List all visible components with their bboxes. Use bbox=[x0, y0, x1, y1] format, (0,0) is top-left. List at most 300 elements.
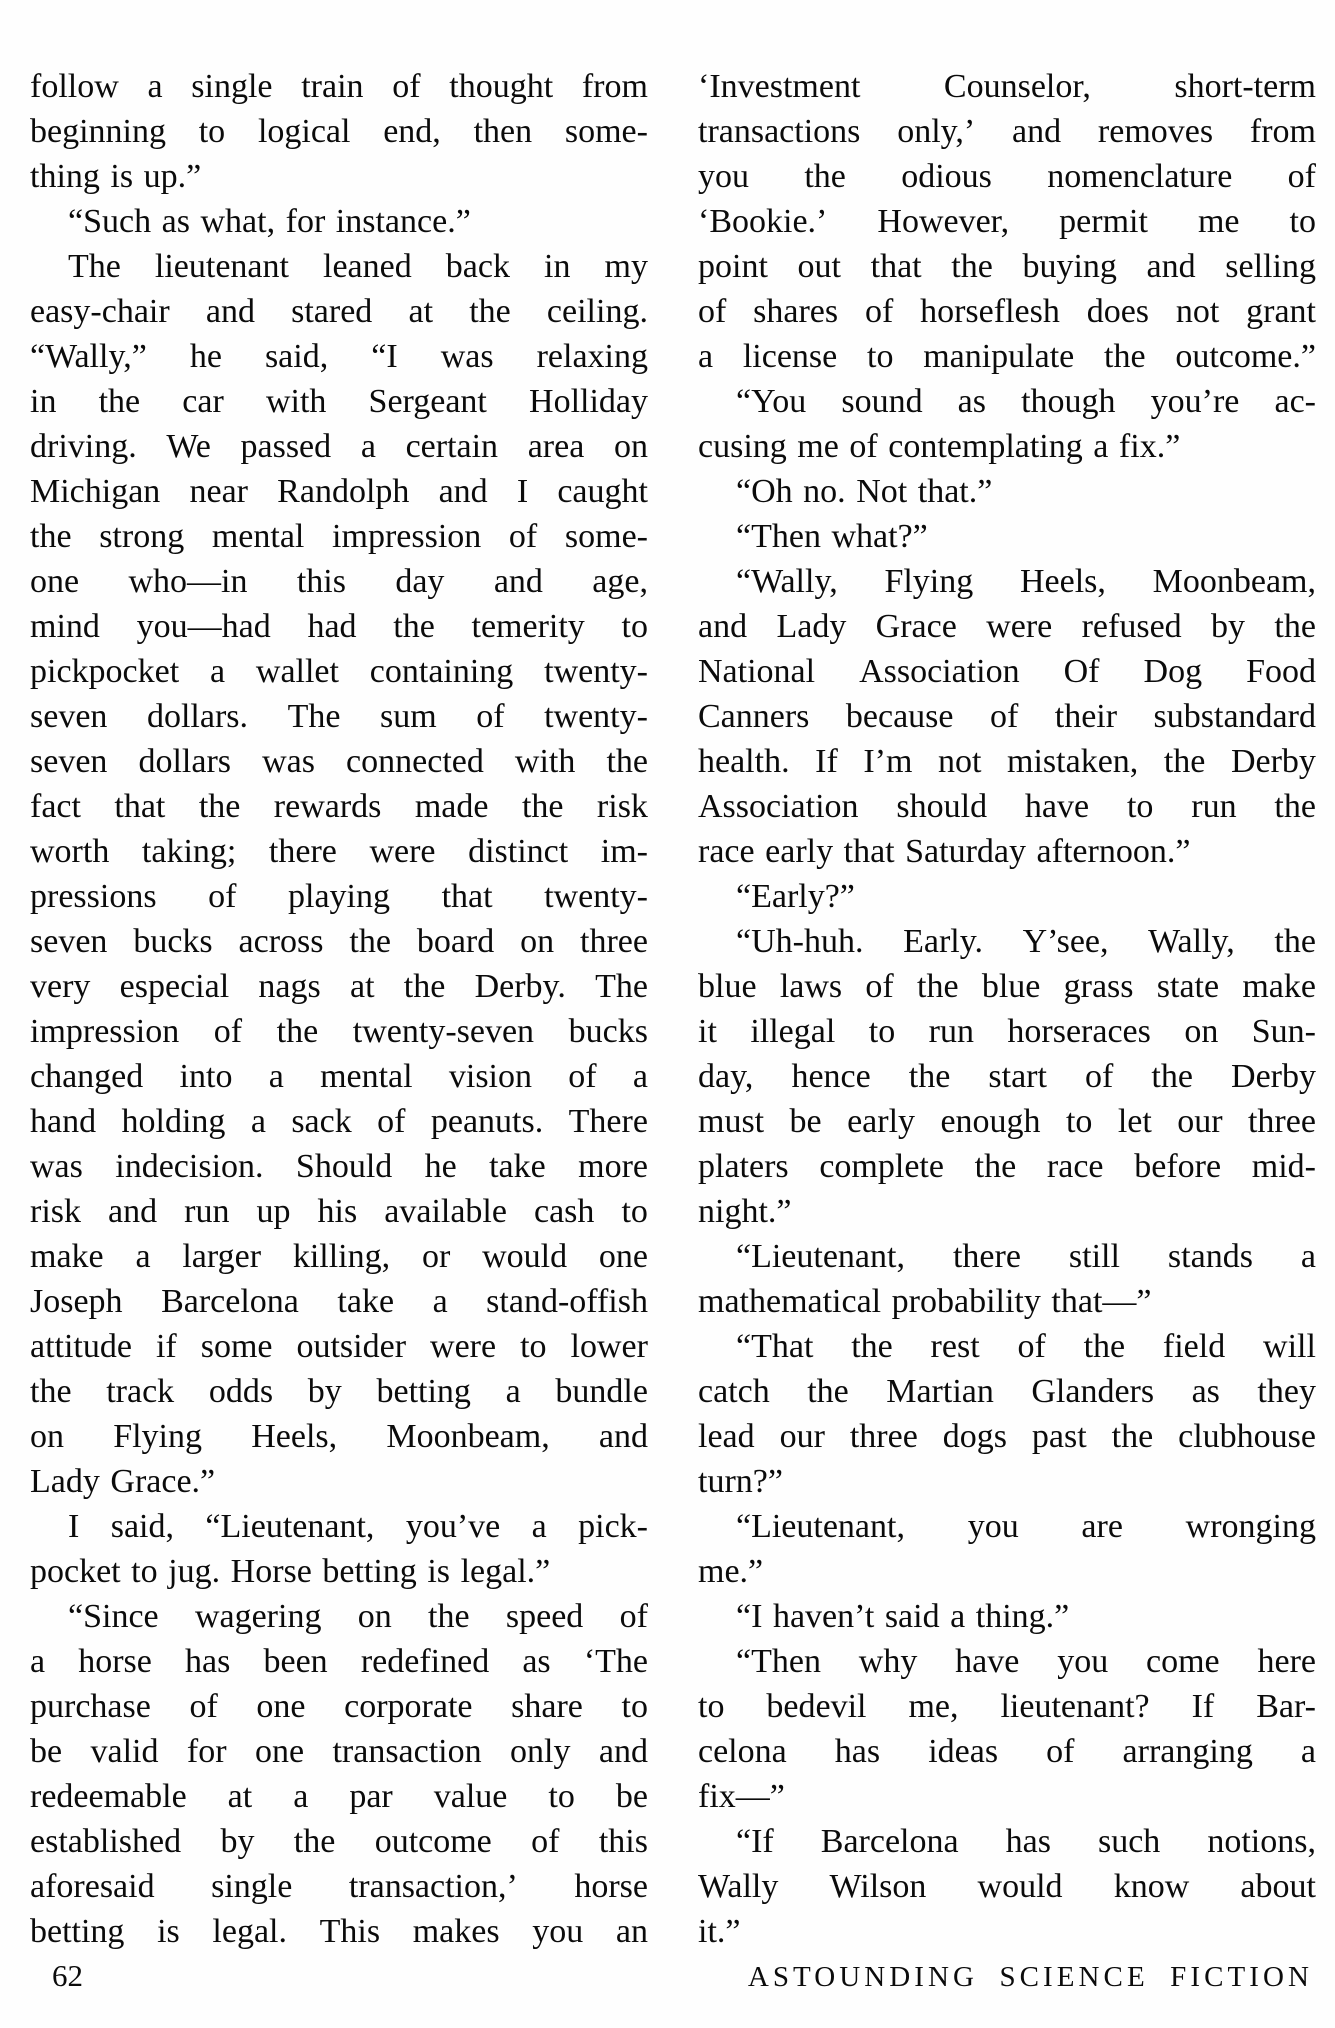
word: illegal bbox=[750, 1013, 836, 1050]
word: near bbox=[189, 473, 248, 510]
word: Food bbox=[1246, 653, 1316, 690]
word: dollars bbox=[138, 743, 232, 780]
word: If bbox=[1191, 1688, 1215, 1725]
word: of bbox=[865, 968, 894, 1005]
word: a bbox=[432, 1283, 448, 1320]
text-line bbox=[30, 1594, 648, 1639]
word: changed bbox=[30, 1058, 144, 1095]
word: that bbox=[441, 878, 493, 915]
word: early bbox=[847, 1103, 916, 1140]
word: was bbox=[440, 338, 494, 375]
text-line bbox=[698, 1369, 1316, 1414]
word: Y’see, bbox=[1022, 923, 1109, 960]
word: to bbox=[621, 608, 648, 645]
word: some- bbox=[564, 113, 648, 150]
word: of bbox=[619, 1598, 648, 1635]
word: short-term bbox=[1174, 68, 1316, 105]
word: par bbox=[349, 1778, 393, 1815]
word: twenty- bbox=[544, 698, 648, 735]
text-line bbox=[30, 289, 648, 334]
word: the bbox=[807, 1373, 849, 1410]
word: across bbox=[238, 923, 324, 960]
word: race bbox=[1046, 1148, 1104, 1185]
word: you’ve bbox=[405, 1508, 501, 1545]
word: “If bbox=[736, 1823, 774, 1860]
text-line bbox=[30, 379, 648, 424]
text-line: “Then what?” bbox=[736, 518, 928, 555]
word: single bbox=[211, 1868, 293, 1905]
word: on bbox=[30, 1418, 64, 1455]
word: Wally bbox=[698, 1868, 779, 1905]
text-line bbox=[30, 1414, 648, 1459]
word: a bbox=[30, 1643, 46, 1680]
word: if bbox=[155, 1328, 177, 1365]
word: very bbox=[30, 968, 91, 1005]
word: Moonbeam, bbox=[386, 1418, 550, 1455]
word: buying bbox=[1022, 248, 1117, 285]
word: our bbox=[779, 1418, 825, 1455]
word: mental bbox=[320, 1058, 413, 1095]
word: “Wally,” bbox=[30, 338, 147, 375]
word: in bbox=[30, 383, 57, 420]
word: redefined bbox=[360, 1643, 490, 1680]
word: leaned bbox=[323, 248, 412, 285]
word: lieutenant bbox=[154, 248, 289, 285]
word: had bbox=[307, 608, 357, 645]
word: Barcelona bbox=[820, 1823, 959, 1860]
text-line bbox=[30, 964, 648, 1009]
word: has bbox=[834, 1733, 881, 1770]
word: laws bbox=[779, 968, 843, 1005]
word: to bbox=[1126, 788, 1154, 825]
word: has bbox=[185, 1643, 231, 1680]
text-columns bbox=[30, 64, 1316, 1954]
word: make bbox=[1242, 968, 1316, 1005]
word: as bbox=[957, 383, 986, 420]
word: on bbox=[1184, 1013, 1219, 1050]
word: Michigan bbox=[30, 473, 161, 510]
word: or bbox=[421, 1238, 451, 1275]
word: of bbox=[1085, 1058, 1114, 1095]
word: Holliday bbox=[529, 383, 648, 420]
word: established bbox=[30, 1823, 182, 1860]
word: share bbox=[511, 1688, 583, 1725]
word: “Since bbox=[68, 1598, 159, 1635]
word: ‘Bookie.’ bbox=[698, 203, 828, 240]
text-line bbox=[698, 784, 1316, 829]
word: corporate bbox=[344, 1688, 473, 1725]
text-line bbox=[30, 874, 648, 919]
word: of bbox=[698, 293, 727, 330]
word: refused bbox=[1081, 608, 1182, 645]
text-line bbox=[698, 1144, 1316, 1189]
word: lower bbox=[570, 1328, 648, 1365]
word: seven bbox=[30, 743, 108, 780]
word: were bbox=[986, 608, 1053, 645]
word: is bbox=[157, 1913, 180, 1950]
left-column bbox=[30, 64, 648, 1954]
word: this bbox=[296, 563, 346, 600]
word: the bbox=[428, 1598, 470, 1635]
word: blue bbox=[698, 968, 757, 1005]
word: the bbox=[198, 788, 241, 825]
word: at bbox=[350, 968, 375, 1005]
word: that bbox=[870, 248, 922, 285]
word: larger bbox=[182, 1238, 262, 1275]
word: driving. bbox=[30, 428, 137, 465]
word: Derby bbox=[1231, 1058, 1316, 1095]
word: “Wally, bbox=[736, 563, 838, 600]
word: the bbox=[1104, 338, 1146, 375]
word: transaction bbox=[332, 1733, 482, 1770]
text-line bbox=[698, 604, 1316, 649]
text-line bbox=[30, 604, 648, 649]
word: the bbox=[917, 968, 959, 1005]
word: start bbox=[988, 1058, 1047, 1095]
word: not bbox=[1175, 293, 1220, 330]
text-line bbox=[698, 1639, 1316, 1684]
word: the bbox=[1274, 608, 1316, 645]
word: to bbox=[868, 1013, 896, 1050]
word: state bbox=[1156, 968, 1220, 1005]
text-line: pocket to jug. Horse betting is legal.” bbox=[30, 1553, 551, 1590]
word: the bbox=[974, 1148, 1017, 1185]
word: of bbox=[476, 698, 505, 735]
word: run bbox=[928, 1013, 974, 1050]
text-line bbox=[30, 694, 648, 739]
word: mental bbox=[211, 518, 305, 555]
word: by bbox=[1211, 608, 1246, 645]
word: outsider bbox=[296, 1328, 407, 1365]
word: at bbox=[227, 1778, 253, 1815]
word: has bbox=[1005, 1823, 1051, 1860]
text-line bbox=[30, 1774, 648, 1819]
word: removes bbox=[1097, 113, 1214, 150]
text-line: me.” bbox=[698, 1553, 764, 1590]
word: a bbox=[135, 1238, 151, 1275]
word: have bbox=[955, 1643, 1020, 1680]
word: This bbox=[319, 1913, 381, 1950]
page-footer bbox=[30, 1958, 1313, 2003]
word: grant bbox=[1246, 293, 1316, 330]
word: because bbox=[845, 698, 954, 735]
text-line bbox=[698, 1414, 1316, 1459]
word: and bbox=[598, 1733, 648, 1770]
word: Should bbox=[295, 1148, 393, 1185]
text-line: mathematical probability that—” bbox=[698, 1283, 1152, 1320]
word: cash bbox=[534, 1193, 595, 1230]
word: who—in bbox=[128, 563, 248, 600]
word: passed bbox=[240, 428, 332, 465]
text-line bbox=[698, 64, 1316, 109]
word: Martian bbox=[886, 1373, 994, 1410]
word: area bbox=[527, 428, 585, 465]
text-line bbox=[698, 694, 1316, 739]
word: stands bbox=[1167, 1238, 1253, 1275]
word: of bbox=[1046, 1733, 1075, 1770]
word: wallet bbox=[255, 653, 339, 690]
word: a bbox=[1300, 1238, 1316, 1275]
text-line bbox=[698, 109, 1316, 154]
text-line: turn?” bbox=[698, 1463, 783, 1500]
word: they bbox=[1257, 1373, 1316, 1410]
word: impression bbox=[332, 518, 482, 555]
word: up bbox=[256, 1193, 291, 1230]
word: the bbox=[908, 1058, 951, 1095]
word: one bbox=[256, 1688, 306, 1725]
word: age, bbox=[592, 563, 648, 600]
word: a bbox=[360, 428, 376, 465]
word: of bbox=[568, 1058, 597, 1095]
word: Of bbox=[1063, 653, 1100, 690]
word: said, bbox=[264, 338, 329, 375]
word: in bbox=[544, 248, 571, 285]
word: of bbox=[392, 68, 421, 105]
word: Early. bbox=[903, 923, 983, 960]
word: of bbox=[1017, 1328, 1046, 1365]
word: my bbox=[604, 248, 648, 285]
word: take bbox=[337, 1283, 395, 1320]
word: “Uh-huh. bbox=[736, 923, 864, 960]
word: the bbox=[1163, 743, 1206, 780]
word: more bbox=[578, 1148, 648, 1185]
word: only,’ bbox=[897, 113, 976, 150]
word: were bbox=[430, 1328, 497, 1365]
text-line bbox=[30, 1099, 648, 1144]
word: why bbox=[858, 1643, 918, 1680]
word: three bbox=[1247, 1103, 1316, 1140]
word: to bbox=[621, 1688, 648, 1725]
word: run bbox=[184, 1193, 230, 1230]
text-line bbox=[698, 289, 1316, 334]
word: his bbox=[317, 1193, 358, 1230]
word: into bbox=[179, 1058, 233, 1095]
word: Derby bbox=[1230, 743, 1316, 780]
word: However, bbox=[877, 203, 1010, 240]
word: bundle bbox=[555, 1373, 648, 1410]
word: Flying bbox=[884, 563, 974, 600]
word: and bbox=[1012, 113, 1062, 150]
word: pressions bbox=[30, 878, 157, 915]
word: the bbox=[393, 608, 435, 645]
word: this bbox=[598, 1823, 648, 1860]
word: selling bbox=[1225, 248, 1316, 285]
word: pickpocket bbox=[30, 653, 180, 690]
word: twenty- bbox=[544, 653, 648, 690]
word: logical bbox=[257, 113, 351, 150]
text-line bbox=[30, 739, 648, 784]
text-line: race early that Saturday afternoon.” bbox=[698, 833, 1191, 870]
word: of bbox=[531, 1823, 560, 1860]
text-line bbox=[698, 1054, 1316, 1099]
word: one bbox=[598, 1238, 648, 1275]
text-line bbox=[30, 919, 648, 964]
word: the bbox=[1083, 1328, 1126, 1365]
word: Counselor, bbox=[943, 68, 1091, 105]
word: sack bbox=[291, 1103, 352, 1140]
text-line bbox=[30, 1819, 648, 1864]
word: some- bbox=[564, 518, 648, 555]
word: train bbox=[301, 68, 364, 105]
text-line bbox=[30, 424, 648, 469]
word: Grace bbox=[875, 608, 957, 645]
word: speed bbox=[505, 1598, 584, 1635]
word: out bbox=[797, 248, 841, 285]
word: from bbox=[1249, 113, 1316, 150]
word: of bbox=[377, 1103, 406, 1140]
word: not bbox=[938, 743, 982, 780]
word: connected bbox=[346, 743, 484, 780]
word: taking; bbox=[141, 833, 237, 870]
word: day, bbox=[698, 1058, 754, 1095]
word: strong bbox=[99, 518, 185, 555]
word: risk bbox=[30, 1193, 81, 1230]
word: Heels, bbox=[251, 1418, 338, 1455]
word: Lady bbox=[776, 608, 847, 645]
word: nags bbox=[258, 968, 321, 1005]
word: to bbox=[1065, 1103, 1093, 1140]
word: the bbox=[403, 968, 446, 1005]
word: it bbox=[698, 1013, 717, 1050]
word: with bbox=[265, 383, 327, 420]
text-line bbox=[698, 1819, 1316, 1864]
word: with bbox=[514, 743, 576, 780]
text-line: Lady Grace.” bbox=[30, 1463, 216, 1500]
text-line bbox=[30, 1729, 648, 1774]
word: field bbox=[1162, 1328, 1226, 1365]
word: aforesaid bbox=[30, 1868, 155, 1905]
word: of bbox=[189, 1688, 218, 1725]
word: There bbox=[568, 1103, 648, 1140]
word: distinct bbox=[468, 833, 569, 870]
text-line bbox=[30, 1639, 648, 1684]
word: Joseph bbox=[30, 1283, 123, 1320]
word: temerity bbox=[471, 608, 585, 645]
word: clubhouse bbox=[1178, 1418, 1316, 1455]
word: license bbox=[742, 338, 838, 375]
word: the bbox=[606, 743, 648, 780]
word: ceiling. bbox=[546, 293, 648, 330]
word: to bbox=[867, 338, 894, 375]
word: before bbox=[1134, 1148, 1222, 1185]
word: Derby. bbox=[474, 968, 566, 1005]
word: follow bbox=[30, 68, 119, 105]
word: blue bbox=[981, 968, 1041, 1005]
text-line bbox=[30, 1234, 648, 1279]
word: seven bbox=[30, 698, 108, 735]
word: you bbox=[1057, 1643, 1109, 1680]
text-line bbox=[30, 244, 648, 289]
word: the bbox=[1151, 1058, 1193, 1095]
text-line bbox=[698, 334, 1316, 379]
word: some bbox=[200, 1328, 273, 1365]
word: fact bbox=[30, 788, 81, 825]
word: Canners bbox=[698, 698, 810, 735]
word: beginning bbox=[30, 113, 166, 150]
word: still bbox=[1068, 1238, 1120, 1275]
word: such bbox=[1097, 1823, 1161, 1860]
word: the bbox=[349, 923, 391, 960]
word: and bbox=[1146, 248, 1196, 285]
text-line bbox=[30, 514, 648, 559]
word: the bbox=[851, 1328, 893, 1365]
word: “Lieutenant, bbox=[205, 1508, 375, 1545]
word: here bbox=[1257, 1643, 1316, 1680]
text-line bbox=[698, 964, 1316, 1009]
word: past bbox=[1031, 1418, 1087, 1455]
word: was bbox=[30, 1148, 83, 1185]
word: substandard bbox=[1153, 698, 1316, 735]
word: dollars. bbox=[146, 698, 249, 735]
word: and bbox=[108, 1193, 158, 1230]
word: dogs bbox=[942, 1418, 1007, 1455]
word: the bbox=[276, 1013, 319, 1050]
word: you—had bbox=[136, 608, 271, 645]
word: Sun- bbox=[1251, 1013, 1316, 1050]
word: the bbox=[30, 518, 72, 555]
word: odds bbox=[208, 1373, 274, 1410]
word: lead bbox=[698, 1418, 755, 1455]
word: lieutenant? bbox=[1000, 1688, 1150, 1725]
right-column bbox=[698, 64, 1316, 1954]
word: certain bbox=[405, 428, 499, 465]
word: are bbox=[1081, 1508, 1123, 1545]
word: twenty- bbox=[544, 878, 648, 915]
word: ideas bbox=[928, 1733, 999, 1770]
word: three bbox=[580, 923, 648, 960]
text-line bbox=[698, 379, 1316, 424]
text-line bbox=[30, 1144, 648, 1189]
word: especial bbox=[119, 968, 230, 1005]
word: the bbox=[30, 1373, 72, 1410]
word: Sergeant bbox=[368, 383, 487, 420]
word: to bbox=[198, 113, 226, 150]
text-line bbox=[698, 244, 1316, 289]
text-line bbox=[698, 199, 1316, 244]
word: horseraces bbox=[1007, 1013, 1151, 1050]
word: to bbox=[698, 1688, 725, 1725]
word: horse bbox=[78, 1643, 152, 1680]
word: impression bbox=[30, 1013, 180, 1050]
word: of bbox=[508, 518, 538, 555]
word: a bbox=[698, 338, 714, 375]
word: complete bbox=[819, 1148, 944, 1185]
page-number: 62 bbox=[52, 1958, 83, 1993]
word: worth bbox=[30, 833, 110, 870]
word: transactions bbox=[698, 113, 861, 150]
word: as bbox=[1191, 1373, 1220, 1410]
word: peanuts. bbox=[430, 1103, 544, 1140]
word: bedevil bbox=[766, 1688, 867, 1725]
word: and bbox=[493, 563, 543, 600]
word: three bbox=[849, 1418, 918, 1455]
text-line: cusing me of contemplating a fix.” bbox=[698, 428, 1181, 465]
text-line: fix—” bbox=[698, 1778, 785, 1815]
word: makes bbox=[412, 1913, 500, 1950]
word: about bbox=[1240, 1868, 1316, 1905]
magazine-title: ASTOUNDING SCIENCE FICTION bbox=[747, 1961, 1313, 1993]
word: and bbox=[205, 293, 255, 330]
word: wronging bbox=[1185, 1508, 1316, 1545]
word: the bbox=[293, 1823, 336, 1860]
word: I bbox=[516, 473, 529, 510]
word: make bbox=[30, 1238, 104, 1275]
text-line bbox=[698, 1684, 1316, 1729]
word: hence bbox=[791, 1058, 871, 1095]
word: outcome.” bbox=[1175, 338, 1316, 375]
text-line bbox=[698, 1864, 1316, 1909]
text-line bbox=[30, 1504, 648, 1549]
